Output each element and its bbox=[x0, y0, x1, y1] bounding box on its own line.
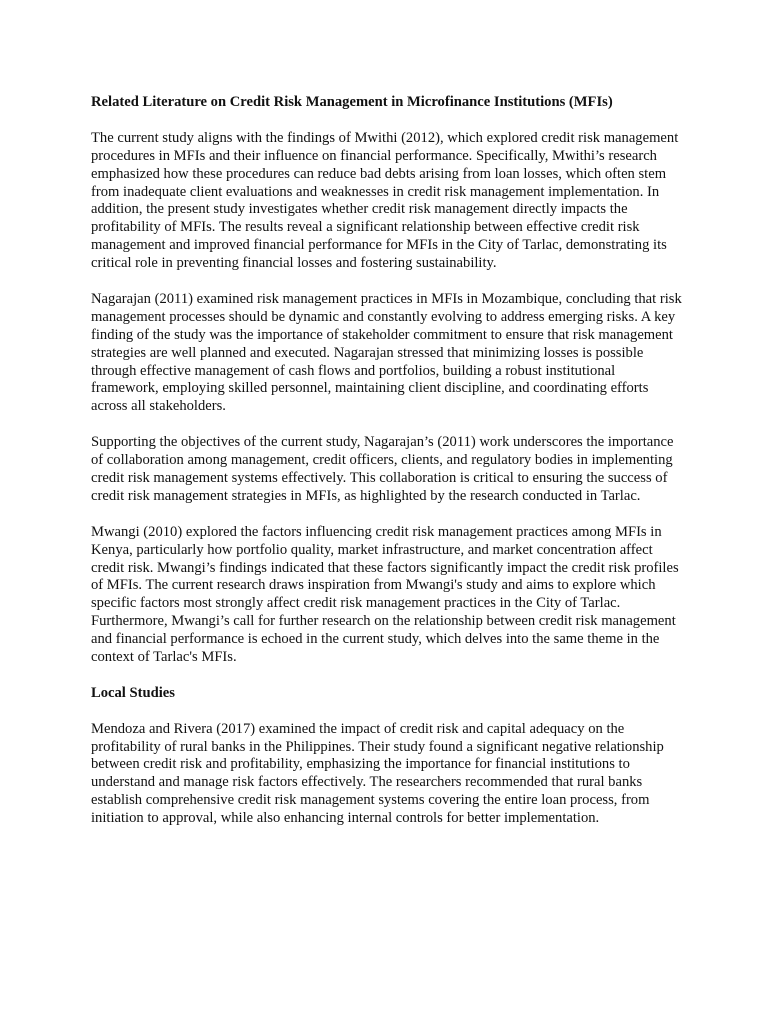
paragraph-mendoza-rivera: Mendoza and Rivera (2017) examined the impact of credit risk and capital adequacy on the profitability of rural banks in the Philippines. Their study found a significant negative relationship between credit risk and profitability, emphasizing the importance for financial institutions to understand and manage risk factors effectively. The researchers recommended that rural banks establish comprehensive credit risk management systems covering the entire loan process, from initiation to approval, while also enhancing internal controls for better implementation. bbox=[91, 720, 664, 827]
section-heading-local-studies: Local Studies bbox=[91, 684, 175, 701]
paragraph-mwithi: The current study aligns with the findings of Mwithi (2012), which explored credit risk management procedures in MFIs and their influence on financial performance. Specifically, Mwithi’s research emphasized how these procedures can reduce bad debts arising from loan losses, which often stem from inadequate client evaluations and weaknesses in credit risk management implementation. In addition, the present study investigates whether credit risk management directly impacts the profitability of MFIs. The results reveal a significant relationship between effective credit risk management and improved financial performance for MFIs in the City of Tarlac, demonstrating its critical role in preventing financial losses and fostering sustainability. bbox=[91, 129, 679, 272]
paragraph-mwangi: Mwangi (2010) explored the factors influencing credit risk management practices among MFIs in Kenya, particularly how portfolio quality, market infrastructure, and market concentration affect credit risk. Mwangi’s findings indicated that these factors significantly impact the credit risk profiles of MFIs. The current research draws inspiration from Mwangi's study and aims to explore which specific factors most strongly affect credit risk management practices in the City of Tarlac. Furthermore, Mwangi’s call for further research on the relationship between credit risk management and financial performance is echoed in the current study, which delves into the same theme in the context of Tarlac's MFIs. bbox=[91, 523, 679, 666]
paragraph-nagarajan: Nagarajan (2011) examined risk management practices in MFIs in Mozambique, concluding that risk management processes should be dynamic and constantly evolving to address emerging risks. A key finding of the study was the importance of stakeholder commitment to ensure that risk management strategies are well planned and executed. Nagarajan stressed that minimizing losses is possible through effective management of cash flows and portfolios, building a robust institutional framework, employing skilled personnel, maintaining client discipline, and coordinating efforts across all stakeholders. bbox=[91, 290, 682, 415]
document-title: Related Literature on Credit Risk Management in Microfinance Institutions (MFIs) bbox=[91, 94, 613, 110]
paragraph-nagarajan-support: Supporting the objectives of the current study, Nagarajan’s (2011) work underscores the importance of collaboration among management, credit officers, clients, and regulatory bodies in implementing credit risk management systems effectively. This collaboration is critical to ensuring the success of credit risk management strategies in MFIs, as highlighted by the research conducted in Tarlac. bbox=[91, 434, 674, 504]
document-page bbox=[91, 94, 683, 828]
